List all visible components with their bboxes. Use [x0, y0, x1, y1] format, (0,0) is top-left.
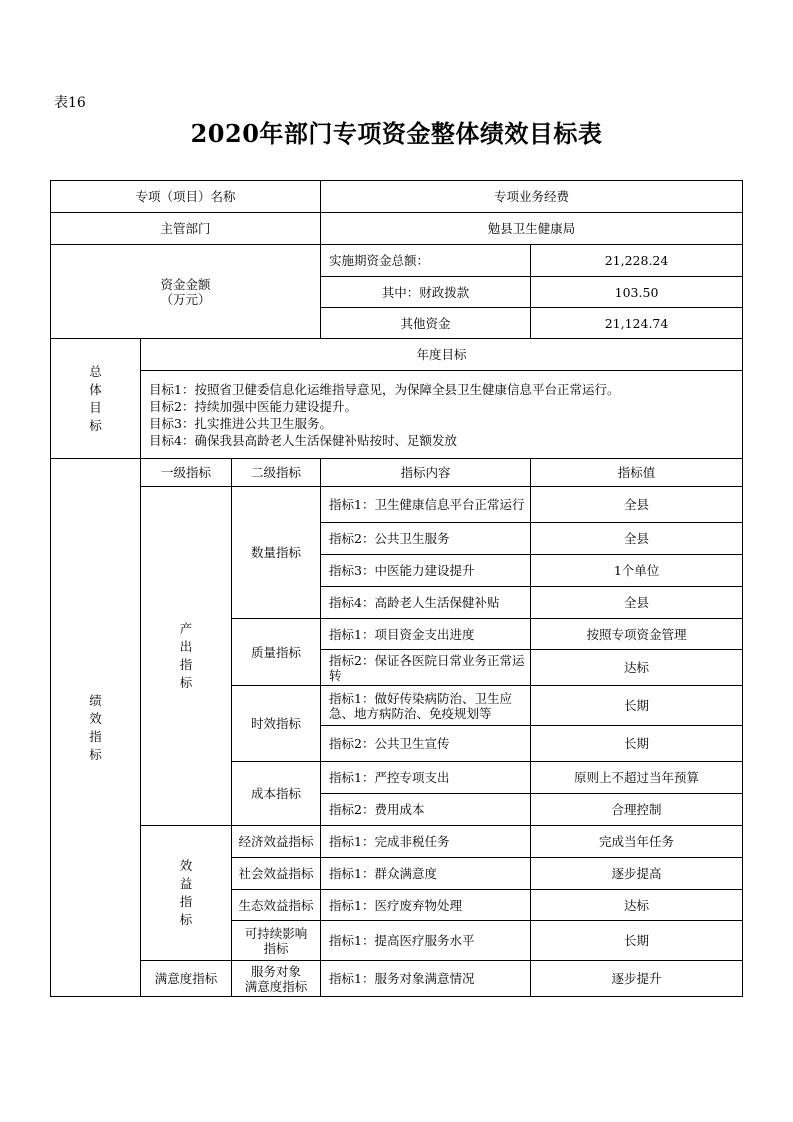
indicator-value: 原则上不超过当年预算	[531, 762, 743, 794]
indicator-value: 按照专项资金管理	[531, 619, 743, 650]
indicator-content: 指标1：群众满意度	[321, 858, 531, 890]
overall-goal-char: 体	[89, 381, 102, 397]
indicator-content: 指标2：费用成本	[321, 794, 531, 826]
indicator-value: 全县	[531, 487, 743, 523]
indicator-content: 指标1：提高医疗服务水平	[321, 921, 531, 961]
indicator-content: 指标3：中医能力建设提升	[321, 555, 531, 587]
department-value: 勉县卫生健康局	[321, 213, 743, 245]
goal-item: 目标1：按照省卫健委信息化运维指导意见，为保障全县卫生健康信息平台正常运行。	[149, 381, 620, 397]
project-name-row	[51, 181, 743, 213]
project-name-label: 专项（项目）名称	[51, 181, 321, 213]
indicator-value: 达标	[531, 650, 743, 686]
benefit-label-char: 指	[179, 894, 193, 909]
performance-label-char: 效	[89, 710, 102, 726]
funds-label-line2: （万元）	[160, 291, 211, 307]
goal-item: 目标2：持续加强中医能力建设提升。	[149, 398, 357, 414]
table-row	[51, 487, 743, 523]
indicator-content: 指标2：公共卫生服务	[321, 523, 531, 555]
output-label-char: 指	[179, 657, 193, 672]
benefit-label-char: 标	[179, 912, 193, 927]
project-name-value: 专项业务经费	[321, 181, 743, 213]
output-indicator-label	[141, 487, 232, 826]
economic-benefit-label: 经济效益指标	[232, 826, 321, 858]
indicator-value: 完成当年任务	[531, 826, 743, 858]
output-label-char: 标	[179, 675, 193, 690]
indicator-content: 指标1：服务对象满意情况	[321, 961, 531, 997]
benefit-indicator-label	[141, 826, 232, 961]
performance-indicator-label	[51, 459, 141, 997]
overall-goal-label	[51, 339, 141, 459]
funds-total-row	[51, 245, 743, 277]
performance-label-char: 标	[89, 746, 102, 762]
performance-target-table	[50, 180, 743, 997]
indicator-content: 指标1：完成非税任务	[321, 826, 531, 858]
indicator-content: 指标1：做好传染病防治、卫生应急、地方病防治、免疫规划等	[321, 686, 531, 726]
table-row	[51, 961, 743, 997]
indicator-value: 1个单位	[531, 555, 743, 587]
output-label-char: 产	[179, 621, 193, 636]
sustainable-label-line2: 指标	[263, 940, 289, 956]
indicator-value: 全县	[531, 587, 743, 619]
performance-label-char: 绩	[89, 692, 102, 708]
table-row	[51, 826, 743, 858]
service-satisfaction-line1: 服务对象	[251, 963, 302, 979]
header-level2: 二级指标	[232, 459, 321, 487]
goal-item: 目标4：确保我县高龄老人生活保健补贴按时、足额发放	[149, 432, 457, 448]
department-row	[51, 213, 743, 245]
funds-other-label: 其他资金	[321, 308, 531, 339]
satisfaction-indicator-label: 满意度指标	[141, 961, 232, 997]
sustainable-impact-label	[232, 921, 321, 961]
indicator-value: 逐步提升	[531, 961, 743, 997]
indicator-value: 合理控制	[531, 794, 743, 826]
service-satisfaction-label	[232, 961, 321, 997]
timeliness-indicator-label: 时效指标	[232, 686, 321, 762]
benefit-label-char: 益	[179, 876, 193, 891]
goal-item: 目标3：扎实推进公共卫生服务。	[149, 415, 332, 431]
funds-total-label: 实施期资金总额：	[321, 245, 531, 277]
overall-goal-char: 目	[89, 399, 102, 415]
overall-goal-header-row	[51, 339, 743, 371]
page-title: 2020年部门专项资金整体绩效目标表	[190, 119, 603, 148]
indicator-content: 指标1：项目资金支出进度	[321, 619, 531, 650]
indicator-content: 指标4：高龄老人生活保健补贴	[321, 587, 531, 619]
overall-goal-char: 总	[89, 363, 102, 379]
indicator-content: 指标2：公共卫生宣传	[321, 726, 531, 762]
service-satisfaction-line2: 满意度指标	[244, 978, 308, 994]
quantity-indicator-label: 数量指标	[232, 487, 321, 619]
indicator-value: 逐步提高	[531, 858, 743, 890]
annual-goals-cell	[141, 371, 743, 459]
social-benefit-label: 社会效益指标	[232, 858, 321, 890]
indicator-value: 长期	[531, 726, 743, 762]
header-level1: 一级指标	[141, 459, 232, 487]
ecological-benefit-label: 生态效益指标	[232, 890, 321, 921]
annual-goals-row	[51, 371, 743, 459]
indicator-header-row	[51, 459, 743, 487]
header-value: 指标值	[531, 459, 743, 487]
funds-label	[51, 245, 321, 339]
quality-indicator-label: 质量指标	[232, 619, 321, 686]
sustainable-label-line1: 可持续影响	[244, 925, 308, 941]
funds-fiscal-value: 103.50	[531, 277, 743, 308]
output-label-char: 出	[179, 639, 193, 654]
indicator-content: 指标1：严控专项支出	[321, 762, 531, 794]
indicator-content: 指标2：保证各医院日常业务正常运转	[321, 650, 531, 686]
indicator-value: 达标	[531, 890, 743, 921]
header-content: 指标内容	[321, 459, 531, 487]
overall-goal-char: 标	[89, 417, 102, 433]
annual-goal-header: 年度目标	[141, 339, 743, 371]
indicator-content: 指标1：卫生健康信息平台正常运行	[321, 487, 531, 523]
performance-label-char: 指	[89, 728, 102, 744]
indicator-value: 全县	[531, 523, 743, 555]
indicator-content: 指标1：医疗废弃物处理	[321, 890, 531, 921]
benefit-label-char: 效	[179, 858, 193, 873]
funds-total-value: 21,228.24	[531, 245, 743, 277]
funds-fiscal-label: 其中：财政拨款	[321, 277, 531, 308]
cost-indicator-label: 成本指标	[232, 762, 321, 826]
department-label: 主管部门	[51, 213, 321, 245]
funds-other-value: 21,124.74	[531, 308, 743, 339]
table-number-label: 表16	[54, 95, 86, 111]
funds-label-line1: 资金金额	[160, 276, 211, 292]
indicator-value: 长期	[531, 921, 743, 961]
indicator-value: 长期	[531, 686, 743, 726]
